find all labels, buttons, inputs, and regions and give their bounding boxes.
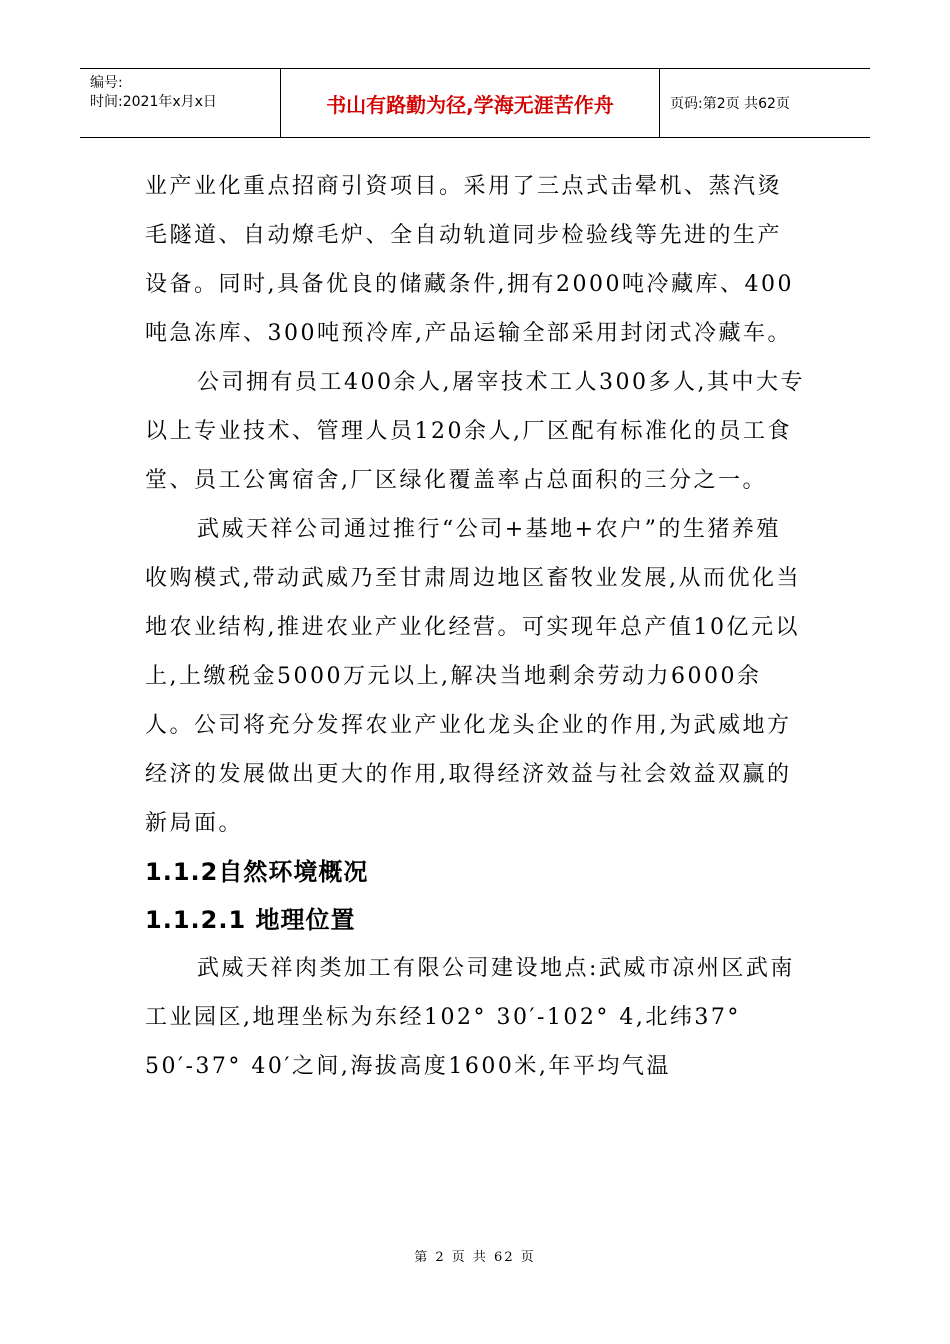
paragraph-4: 武威天祥肉类加工有限公司建设地点:武威市凉州区武南工业园区,地理坐标为东经102° 30′-102° 4,北纬37° 50′-37° 40′之间,海拔高度1600米,年平均气温 (145, 956, 795, 1079)
paragraph-2: 公司拥有员工400余人,屠宰技术工人300多人,其中大专以上专业技术、管理人员120余人,厂区配有标准化的员工食堂、员工公寓宿舍,厂区绿化覆盖率占总面积的三分之一。 (145, 370, 805, 493)
header-meta-cell (80, 69, 281, 137)
paragraph-3: 武威天祥公司通过推行“公司+基地+农户”的生猪养殖收购模式,带动武威乃至甘肃周边地区畜牧业发展,从而优化当地农业结构,推进农业产业化经营。可实现年总产值10亿元以上,上缴税金5000万元以上,解决当地剩余劳动力6000余人。公司将充分发挥农业产业化龙头企业的作用,为武威地方经济的发展做出更大的作用,取得经济效益与社会效益双赢的新局面。 (145, 517, 801, 836)
header-page-info: 页码:第2页 共62页 (670, 96, 790, 112)
section-heading: 1.1.2自然环境概况 (145, 858, 369, 886)
doc-code-label: 编号: (90, 75, 123, 91)
page-footer: 第 2 页 共 62 页 (414, 1250, 536, 1265)
page-header (80, 68, 870, 138)
subsection-heading: 1.1.2.1 地理位置 (145, 906, 356, 934)
document-body (145, 162, 805, 1091)
paragraph-1: 业产业化重点招商引资项目。采用了三点式击晕机、蒸汽烫毛隧道、自动燎毛炉、全自动轨道同步检验线等先进的生产设备。同时,具备优良的储藏条件,拥有2000吨冷藏库、400吨急冻库、300吨预冷库,产品运输全部采用封闭式冷藏车。 (145, 174, 794, 346)
doc-time-label: 时间:2021年x月x日 (90, 94, 217, 110)
header-motto: 书山有路勤为径,学海无涯苦作舟 (281, 69, 660, 137)
